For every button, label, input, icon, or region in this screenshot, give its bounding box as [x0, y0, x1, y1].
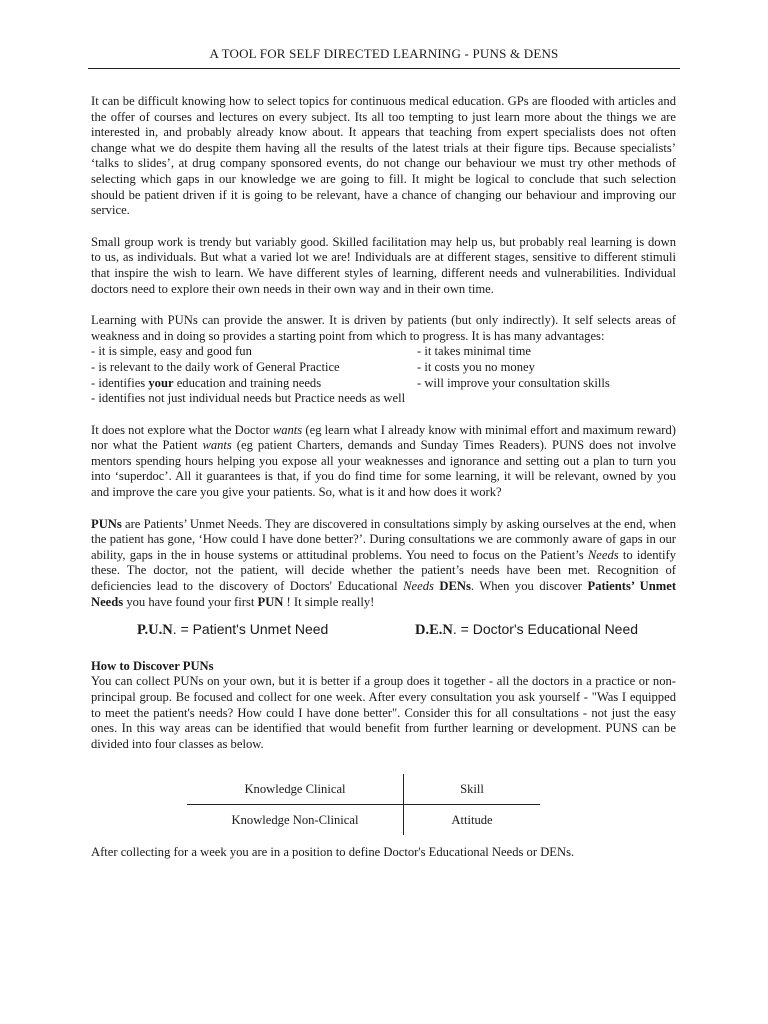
- advantage-row: [91, 360, 676, 376]
- advantage-item: - is relevant to the daily work of General Practice: [91, 359, 340, 374]
- advantage-row: [91, 344, 676, 360]
- table-cell: Knowledge Clinical: [187, 774, 404, 805]
- pun-abbreviation: P.U.N: [137, 622, 173, 639]
- advantage-item: - it takes minimal time: [417, 344, 532, 359]
- pun-definition: [137, 622, 415, 639]
- text-run: to identify these. The doctor, not the patient, will decide whether the patient’s needs have been met. Recognition of deficiencies lead to the discovery of Doctors' Educational: [91, 547, 676, 594]
- text-run: ! It simple really!: [283, 594, 375, 609]
- italic-run: Needs: [403, 579, 434, 594]
- italic-run: wants: [272, 422, 303, 437]
- text-run: It does not explore what the Doctor: [91, 422, 273, 437]
- pun-meaning: . = Patient's Unmet Need: [172, 621, 329, 638]
- table-row: [187, 805, 540, 836]
- den-definition: [415, 622, 638, 639]
- advantage-item: - it is simple, easy and good fun: [91, 344, 252, 359]
- bold-run: DENs: [439, 579, 471, 594]
- text-run: are Patients’ Unmet Needs. They are discovered in consultations simply by asking ourselves at the end, when the patient has gone, ‘How could I have done better?’. During consultations we are commonly aware of gaps in our ability, gaps in the in house systems or attitudinal problems. You need to focus on the Patient’s: [91, 516, 676, 562]
- text-run: (eg patient Charters, demands and Sunday Times Readers). PUNS does not involve mentors spending hours helping you expose all your weaknesses and ignorance and setting out a plan to turn you into ‘superdoc’. All it guarantees is that, if you do find time for some learning, it will be relevant, owned by you and improve the care you give your patients. So, what is it and how does it work?: [91, 438, 676, 500]
- paragraph-learning-with-puns: Learning with PUNs can provide the answer. It is driven by patients (but only indirectly). It self selects areas of weakness and in doing so provides a starting point from which to progress. It is has many advantages:: [91, 313, 676, 343]
- advantage-item: - will improve your consultation skills: [417, 375, 610, 390]
- pun-classes-table: [187, 774, 540, 835]
- document-body: [91, 94, 676, 877]
- definition-formula: [137, 622, 676, 639]
- table-cell: Skill: [404, 774, 541, 805]
- paragraph-advantages-block: [91, 313, 676, 407]
- section-heading: How to Discover PUNs: [91, 658, 214, 673]
- paragraph-intro: It can be difficult knowing how to select topics for continuous medical education. GPs are flooded with articles and the offer of courses and lectures on every subject. Its all too tempting to just learn more about the things we are interested in, and probably already know about. It appears that teaching from expert specialists does not often change what we do despite them having all the results of the latest trials at their figure tips. Because specialists’ ‘talks to slides’, at drug company sponsored events, do not change our behaviour we must try other methods of selecting which gaps in our knowledge we are going to fill. It might be logical to conclude that such selection should be patient driven if it is going to be relevant, have a chance of changing our behaviour and improving our service.: [91, 94, 676, 218]
- page-header-title: A TOOL FOR SELF DIRECTED LEARNING - PUNS & DENS: [209, 46, 559, 61]
- advantage-text: education and training needs: [173, 375, 322, 390]
- table-cell: Attitude: [404, 805, 541, 836]
- paragraph-puns-definition: [91, 517, 676, 611]
- text-run: you have found your first: [123, 594, 258, 609]
- paragraph-what-it-does-not: [91, 423, 676, 501]
- paragraph-final: After collecting for a week you are in a position to define Doctor's Educational Needs or DENs.: [91, 845, 575, 860]
- bold-run: Patients’ Unmet Needs: [91, 579, 677, 609]
- bold-run: PUN: [257, 594, 284, 609]
- text-run: (eg learn what I already know with minimal effort and maximum reward) nor what the Patient: [91, 422, 676, 453]
- advantage-text: - identifies: [91, 375, 149, 390]
- den-meaning: . = Doctor's Educational Need: [452, 621, 639, 638]
- advantage-item: [91, 376, 417, 392]
- header-rule: [88, 68, 680, 69]
- italic-run: Needs: [587, 547, 619, 562]
- paragraph-small-group: Small group work is trendy but variably good. Skilled facilitation may help us, but probably real learning is down to us, as individuals. But what a varied lot we are! Individuals are at different stages, sensitive to different stimuli that inspire the wish to learn. We have different styles of learning, different needs and vulnerabilities. Individual doctors need to explore their own needs in their own way and in their own time.: [91, 234, 676, 296]
- table-row: [187, 774, 540, 805]
- advantage-item: - identifies not just individual needs but Practice needs as well: [91, 391, 406, 406]
- text-run: . When you discover: [470, 579, 588, 594]
- bold-run: PUNs: [91, 516, 122, 531]
- advantage-emphasis: your: [148, 375, 174, 390]
- paragraph-how-to-discover: You can collect PUNs on your own, but it is better if a group does it together - all the doctors in a practice or non-principal group. Be focused and collect for one week. After every consultation you ask yourself - "Was I equipped to meet the patient's needs? How could I have done better". Consider this for all consultations - not just the easy ones. In this way areas can be identified that would benefit from further learning or development. PUNS can be divided into four classes as below.: [91, 674, 676, 751]
- advantage-row: [91, 376, 676, 392]
- table-cell: Knowledge Non-Clinical: [231, 812, 359, 827]
- advantage-item: - it costs you no money: [417, 359, 535, 374]
- italic-run: wants: [202, 438, 232, 453]
- den-abbreviation: D.E.N: [415, 622, 453, 639]
